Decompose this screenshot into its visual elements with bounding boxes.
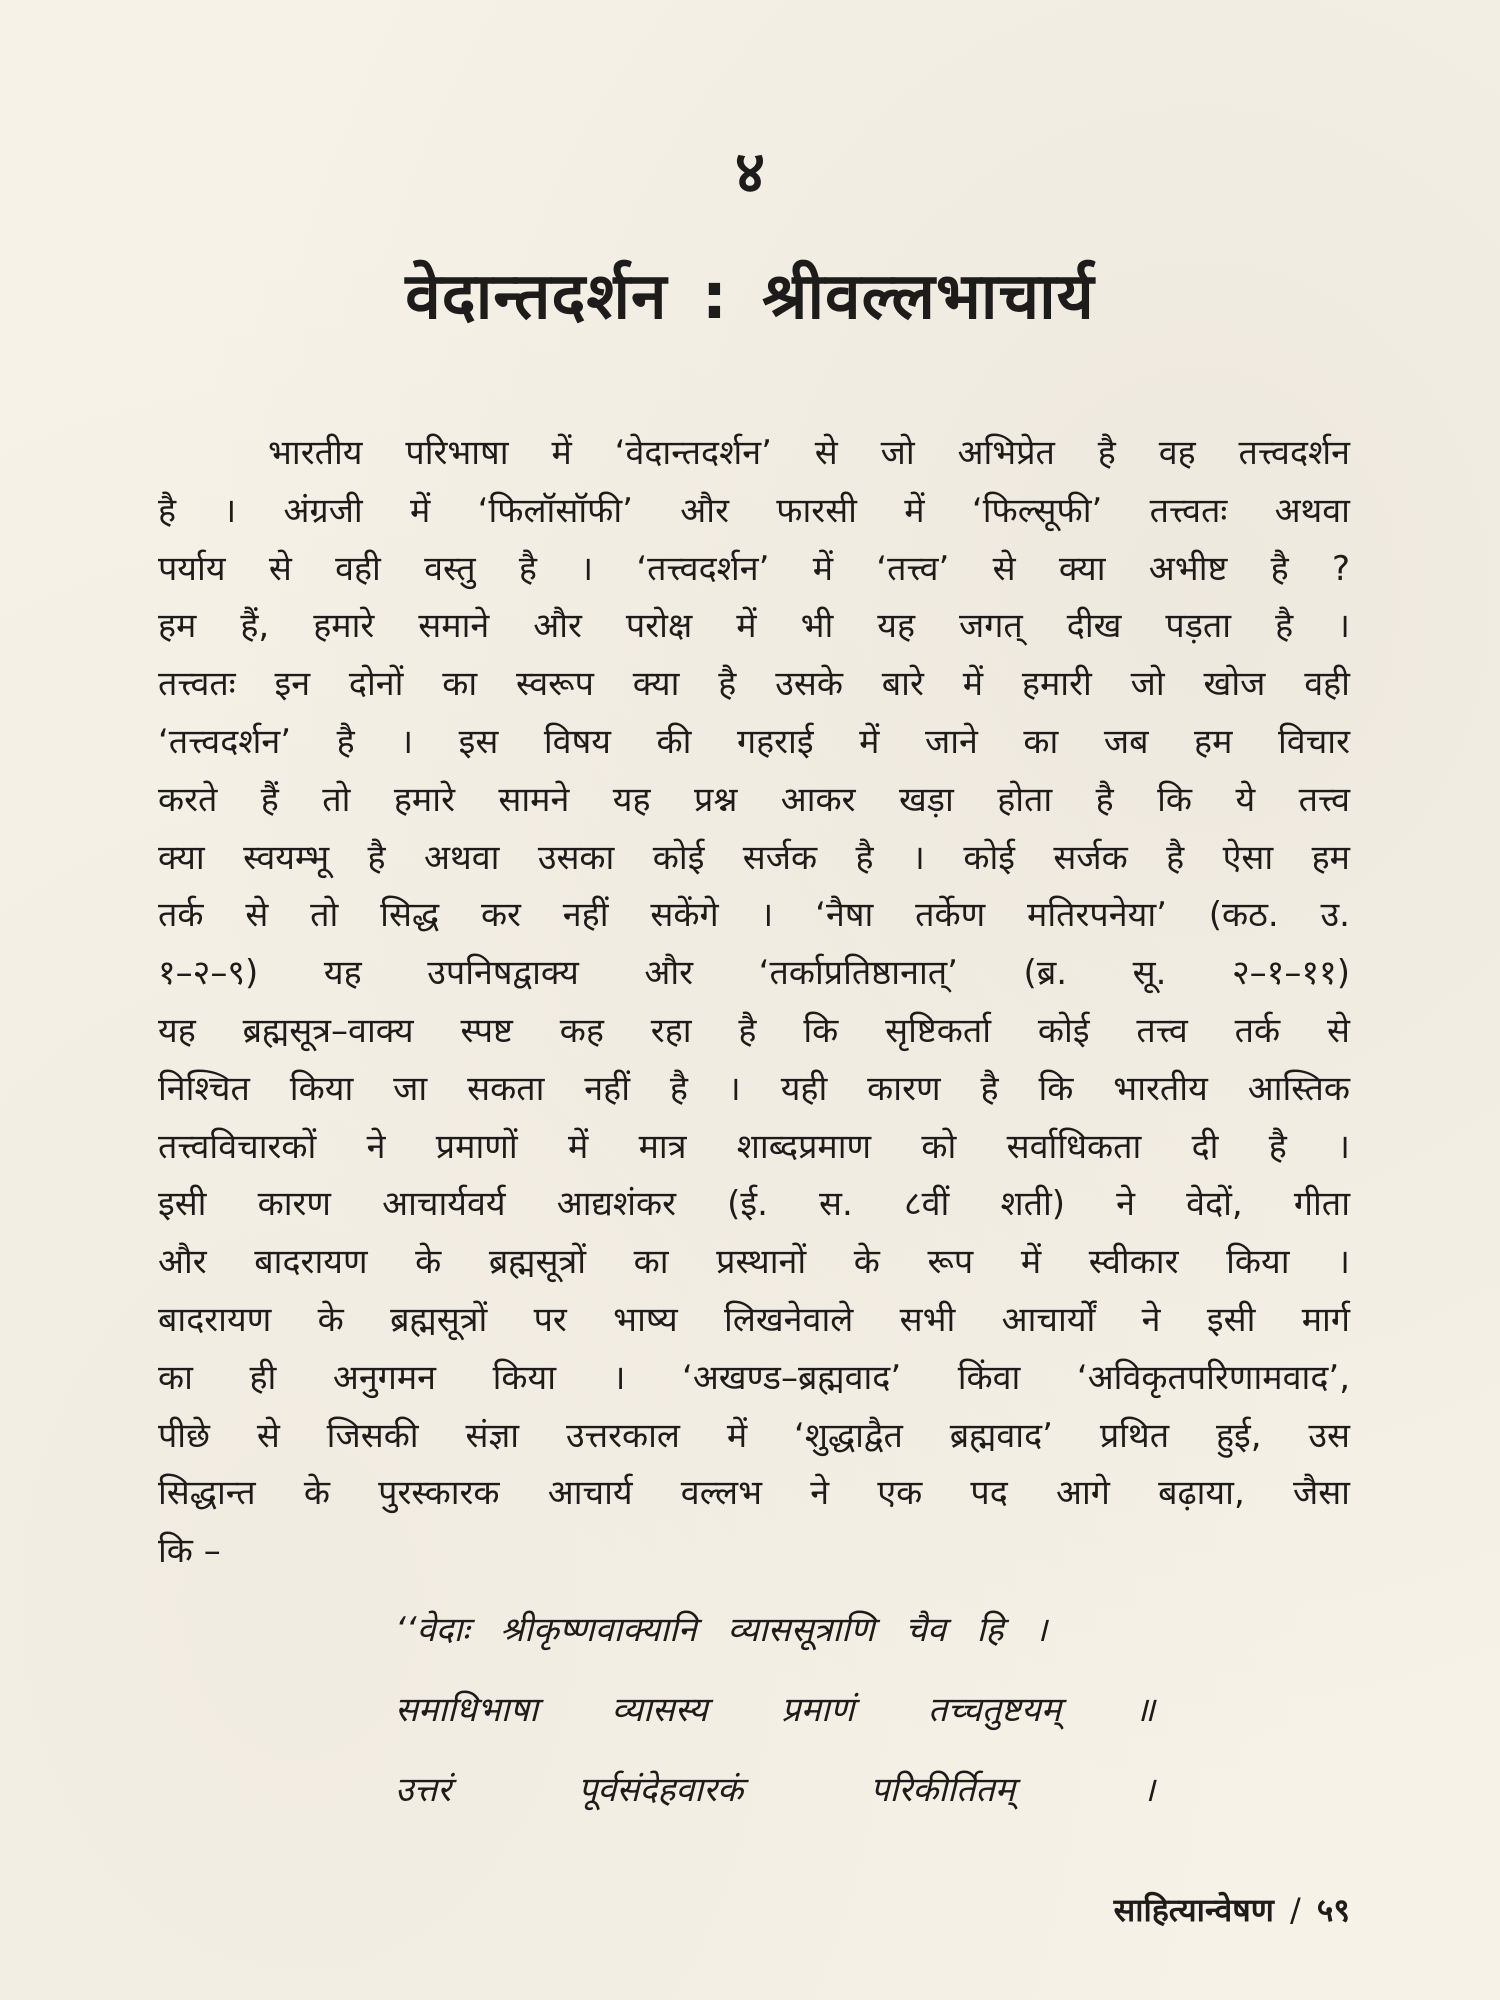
page-footer (1114, 1888, 1350, 1931)
chapter-title-separator: : (701, 260, 729, 334)
body-line: सिद्धान्त के पुरस्कारक आचार्य वल्लभ ने एक पद आगे बढ़ाया, जैसा (158, 1473, 1350, 1514)
verse-quote (395, 1600, 1155, 1840)
body-line: पर्याय से वही वस्तु है । ‘तत्त्वदर्शन’ में ‘तत्त्व’ से क्या अभीष्ट है ? (158, 548, 1350, 589)
body-line: भारतीय परिभाषा में ‘वेदान्तदर्शन’ से जो अभिप्रेत है वह तत्त्वदर्शन (268, 433, 1350, 473)
chapter-number: ४ (734, 138, 766, 206)
footer-separator: / (1289, 1891, 1301, 1929)
body-line: पीछे से जिसकी संज्ञा उत्तरकाल में ‘शुद्धाद्वैत ब्रह्मवाद’ प्रथित हुई, उस (158, 1415, 1350, 1456)
body-line: यह ब्रह्मसूत्र–वाक्य स्पष्ट कह रहा है कि सृष्टिकर्ता कोई तत्त्व तर्क से (158, 1010, 1350, 1051)
body-line: तत्त्वविचारकों ने प्रमाणों में मात्र शाब्दप्रमाण को सर्वाधिकता दी है । (158, 1126, 1350, 1167)
body-line: इसी कारण आचार्यवर्य आद्यशंकर (ई. स. ८वीं शती) ने वेदों, गीता (158, 1184, 1350, 1225)
body-line: है । अंग्रजी में ‘फिलॉसॉफी’ और फारसी में ‘फिल्सूफी’ तत्त्वतः अथवा (158, 490, 1350, 531)
body-line: और बादरायण के ब्रह्मसूत्रों का प्रस्थानों के रूप में स्वीकार किया । (158, 1242, 1350, 1283)
chapter-title-right: श्रीवल्लभाचार्य (762, 260, 1095, 334)
footer-book-title: साहित्यान्वेषण (1113, 1891, 1274, 1929)
chapter-title-left: वेदान्तदर्शन (405, 260, 668, 334)
body-line: क्या स्वयम्भू है अथवा उसका कोई सर्जक है । कोई सर्जक है ऐसा हम (158, 837, 1350, 878)
body-paragraph (158, 425, 1350, 1581)
body-line: निश्चित किया जा सकता नहीं है । यही कारण है कि भारतीय आस्तिक (158, 1068, 1350, 1109)
body-line: बादरायण के ब्रह्मसूत्रों पर भाष्य लिखनेवाले सभी आचार्यों ने इसी मार्ग (158, 1299, 1350, 1340)
body-line: का ही अनुगमन किया । ‘अखण्ड–ब्रह्मवाद’ किंवा ‘अविकृतपरिणामवाद’, (158, 1357, 1350, 1398)
body-line: १–२–९) यह उपनिषद्वाक्य और ‘तर्काप्रतिष्ठानात्’ (ब्र. सू. २–१–११) (158, 953, 1350, 994)
body-line: कि – (158, 1531, 221, 1572)
verse-line: ‘‘वेदाः श्रीकृष्णवाक्यानि व्याससूत्राणि चैव हि । (395, 1610, 1048, 1650)
body-line: हम हैं, हमारे समाने और परोक्ष में भी यह जगत् दीख पड़ता है । (158, 606, 1350, 647)
body-line: तत्त्वतः इन दोनों का स्वरूप क्या है उसके बारे में हमारी जो खोज वही (158, 664, 1350, 705)
body-line: तर्क से तो सिद्ध कर नहीं सकेंगे । ‘नैषा तर्केण मतिरपनेया’ (कठ. उ. (158, 895, 1350, 936)
chapter-title (0, 250, 1500, 337)
body-line: करते हैं तो हमारे सामने यह प्रश्न आकर खड़ा होता है कि ये तत्त्व (158, 779, 1350, 820)
page-number: ५९ (1316, 1891, 1350, 1929)
verse-line: समाधिभाषा व्यासस्य प्रमाणं तच्चतुष्टयम् ॥ (395, 1690, 1155, 1730)
verse-line: उत्तरं पूर्वसंदेहवारकं परिकीर्तितम् । (395, 1770, 1155, 1810)
body-line: ‘तत्त्वदर्शन’ है । इस विषय की गहराई में जाने का जब हम विचार (158, 721, 1350, 762)
